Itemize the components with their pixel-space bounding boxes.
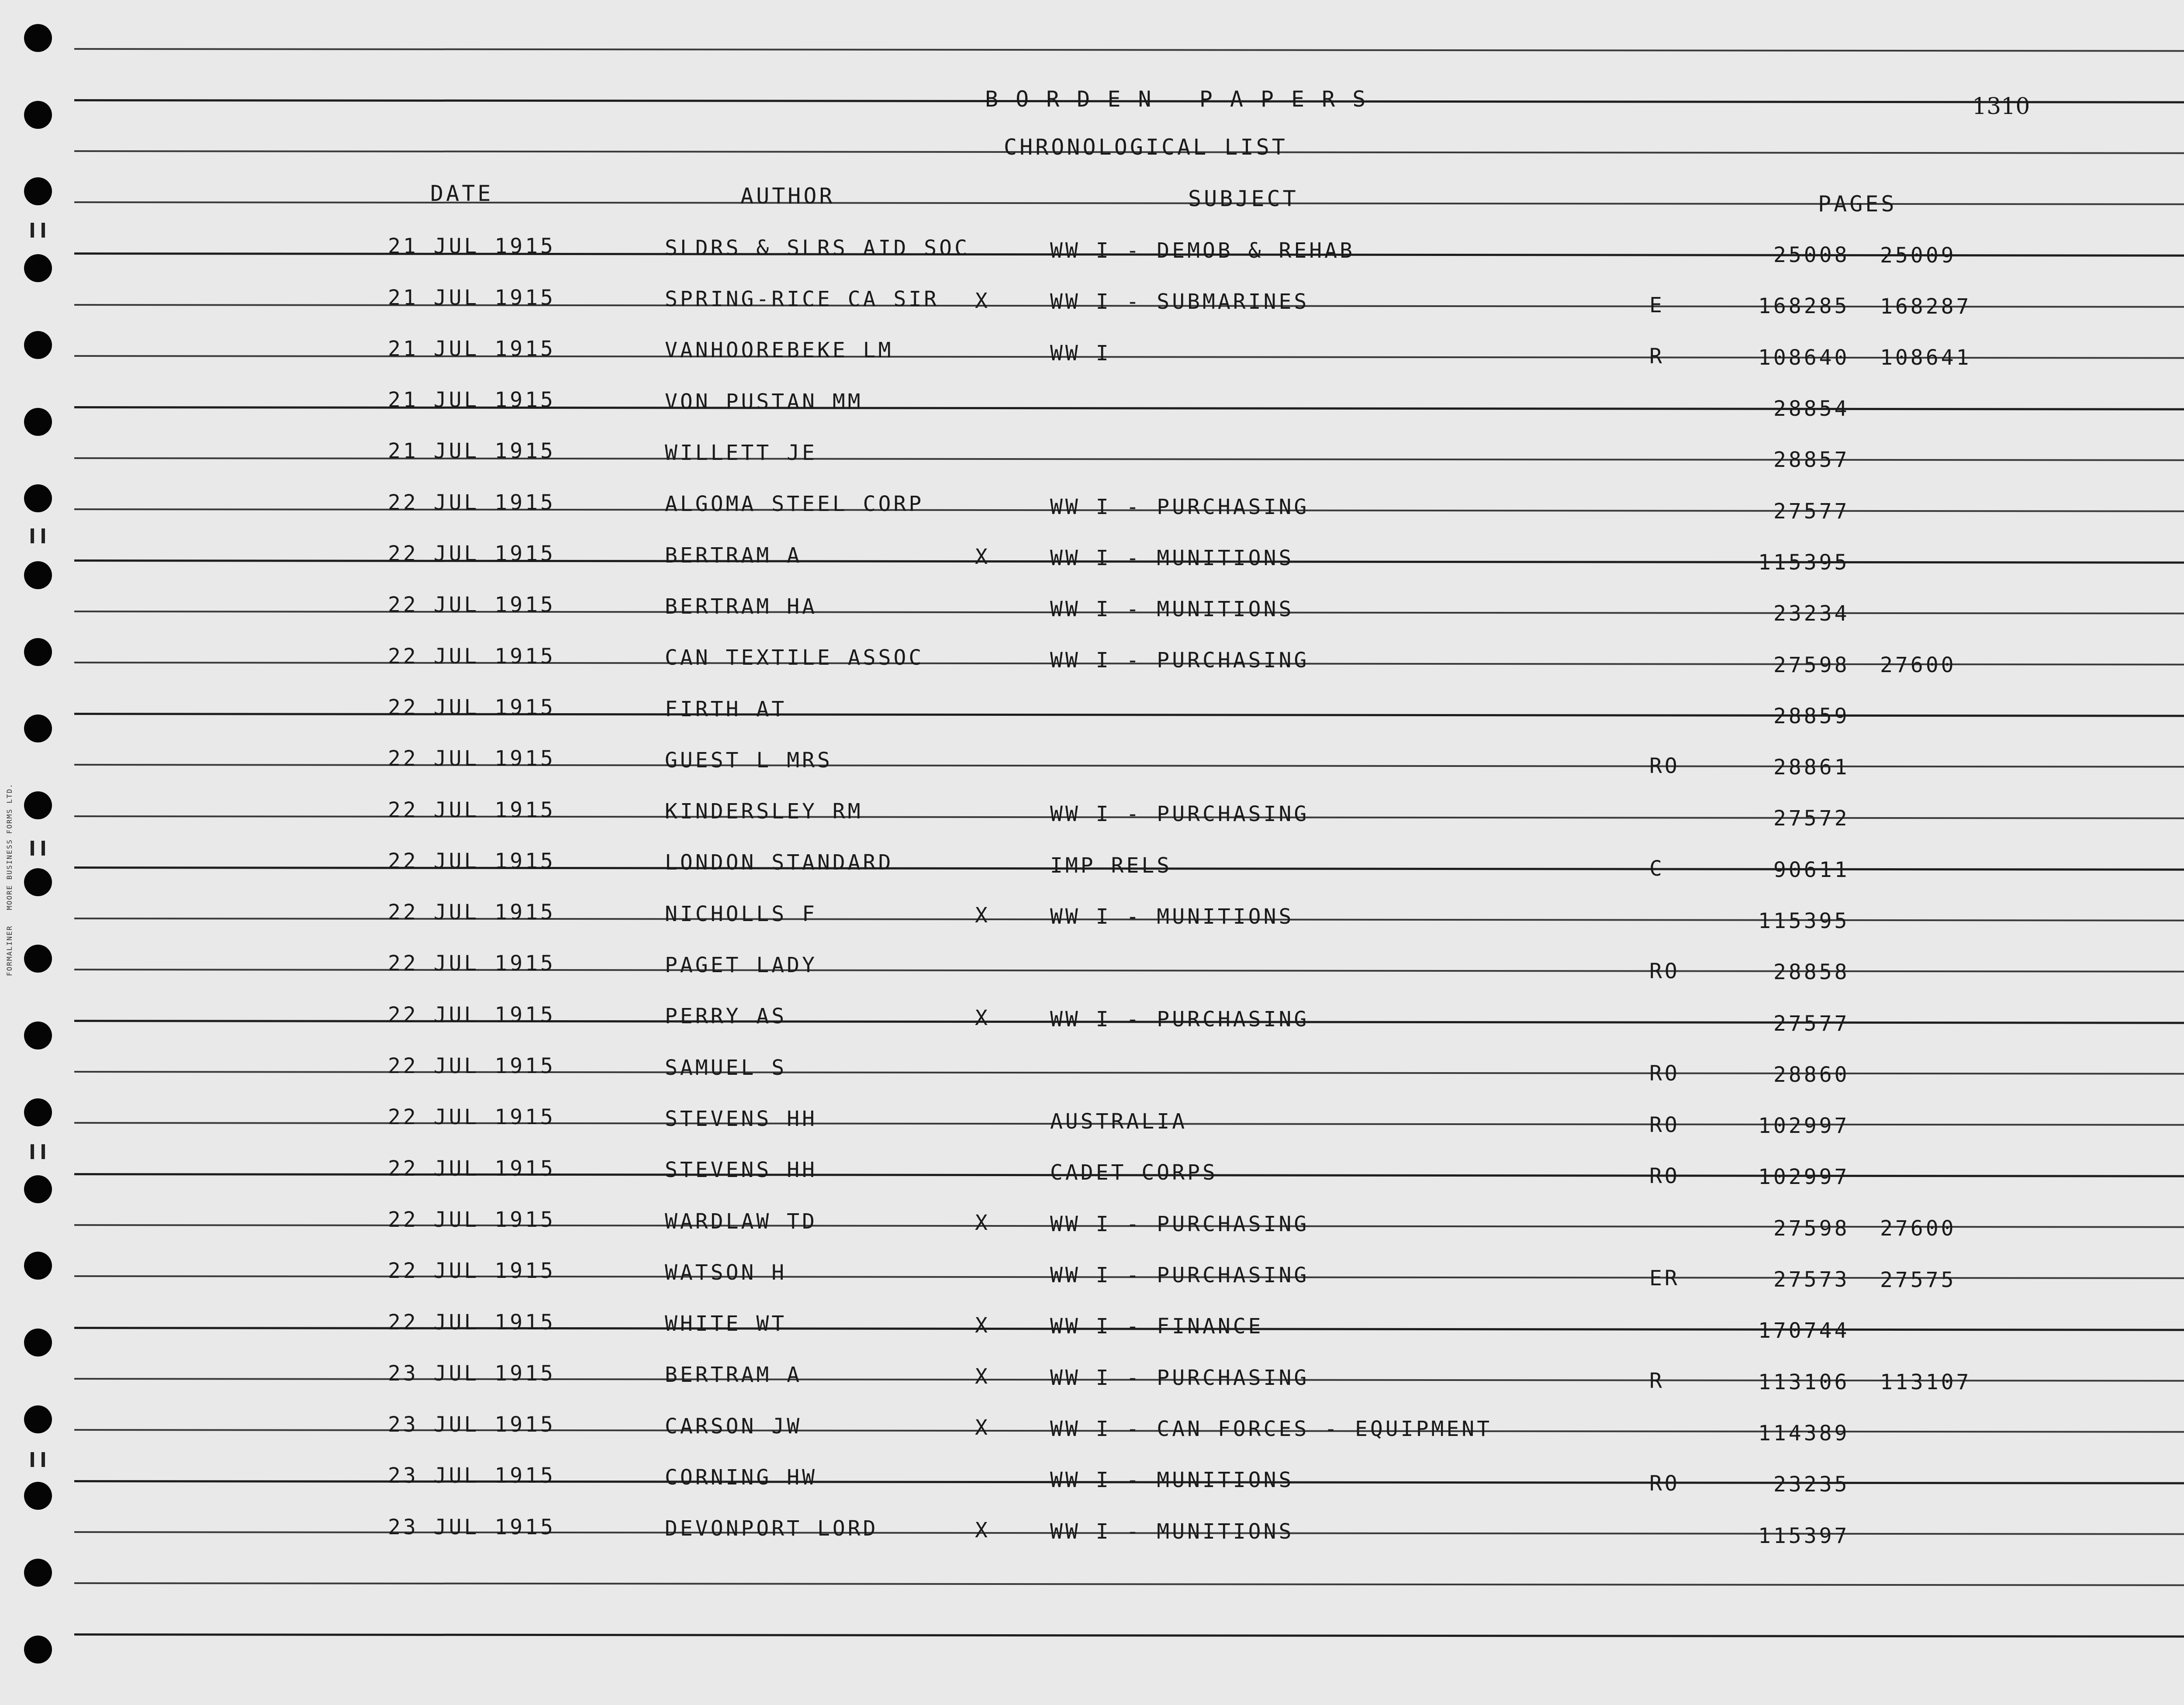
cell-code: RO: [1649, 754, 1680, 779]
cell-author: BERTRAM A: [665, 1363, 802, 1387]
cell-page-start: 113106: [1758, 1370, 1850, 1394]
cell-author: WHITE WT: [665, 1312, 787, 1336]
cell-author: DEVONPORT LORD: [665, 1516, 878, 1541]
cell-page-end: 25009: [1880, 243, 1956, 268]
cell-page-start: 114389: [1758, 1421, 1850, 1446]
cell-x-mark: X: [975, 903, 990, 928]
feed-hole-icon: [24, 1329, 52, 1356]
cell-page-start: 27598: [1773, 1216, 1850, 1241]
cell-page-start: 27572: [1773, 806, 1850, 831]
perforation-mark-icon: [31, 1452, 34, 1467]
cell-subject: WW I - MUNITIONS: [1050, 1468, 1294, 1493]
cell-page-end: 113107: [1880, 1370, 1972, 1395]
perforation-mark-icon: [31, 528, 34, 543]
cell-page-start: 23234: [1773, 601, 1850, 626]
cell-page-start: 90611: [1773, 857, 1850, 882]
cell-subject: AUSTRALIA: [1050, 1109, 1188, 1134]
cell-date: 22 JUL 1915: [388, 1156, 556, 1181]
cell-subject: WW I - MUNITIONS: [1050, 1519, 1294, 1544]
cell-author: CORNING HW: [665, 1465, 817, 1490]
perforation-mark-icon: [41, 841, 45, 856]
page-number: 1310: [1972, 93, 2030, 120]
perforation-mark-icon: [31, 1144, 34, 1159]
cell-author: SAMUEL S: [665, 1055, 787, 1080]
cell-code: ER: [1649, 1266, 1680, 1291]
cell-page-end: 27600: [1880, 1216, 1956, 1241]
cell-x-mark: X: [975, 1313, 990, 1338]
cell-subject: WW I - PURCHASING: [1050, 648, 1310, 673]
cell-date: 23 JUL 1915: [388, 1361, 556, 1386]
ruled-line: [74, 48, 2184, 52]
feed-hole-icon: [24, 1098, 52, 1126]
cell-date: 21 JUL 1915: [388, 285, 556, 310]
cell-date: 23 JUL 1915: [388, 1463, 556, 1488]
cell-author: WILLETT JE: [665, 441, 817, 465]
perforation-mark-icon: [41, 1452, 45, 1467]
cell-page-end: 168287: [1880, 294, 1972, 319]
cell-x-mark: X: [975, 1518, 990, 1543]
cell-page-start: 23235: [1773, 1472, 1850, 1497]
cell-author: STEVENS HH: [665, 1106, 817, 1131]
cell-author: BERTRAM HA: [665, 594, 817, 619]
cell-author: LONDON STANDARD: [665, 850, 894, 875]
feed-hole-icon: [24, 254, 52, 282]
cell-date: 22 JUL 1915: [388, 644, 556, 669]
cell-date: 21 JUL 1915: [388, 234, 556, 259]
cell-subject: WW I - PURCHASING: [1050, 494, 1310, 519]
cell-subject: WW I - MUNITIONS: [1050, 597, 1294, 622]
cell-page-start: 115397: [1758, 1523, 1850, 1548]
cell-page-start: 28854: [1773, 397, 1850, 421]
cell-page-start: 25008: [1773, 243, 1850, 268]
cell-page-start: 115395: [1758, 550, 1850, 575]
cell-subject: WW I: [1050, 341, 1111, 366]
cell-author: CAN TEXTILE ASSOC: [665, 645, 924, 670]
feed-hole-icon: [24, 945, 52, 973]
cell-page-start: 27577: [1773, 1011, 1850, 1036]
cell-page-start: 28858: [1773, 960, 1850, 985]
cell-subject: IMP RELS: [1050, 853, 1172, 878]
cell-code: R: [1649, 1369, 1665, 1394]
cell-subject: WW I - DEMOB & REHAB: [1050, 238, 1355, 263]
cell-date: 23 JUL 1915: [388, 1515, 556, 1539]
feed-hole-icon: [24, 1022, 52, 1049]
cell-page-start: 168285: [1758, 294, 1850, 319]
perforation-mark-icon: [31, 841, 34, 856]
cell-date: 22 JUL 1915: [388, 1259, 556, 1284]
cell-subject: CADET CORPS: [1050, 1160, 1218, 1185]
cell-code: R: [1649, 344, 1665, 369]
cell-author: BERTRAM A: [665, 543, 802, 568]
cell-date: 22 JUL 1915: [388, 951, 556, 976]
feed-hole-icon: [24, 24, 52, 52]
cell-page-start: 102997: [1758, 1114, 1850, 1139]
cell-page-start: 28860: [1773, 1062, 1850, 1087]
cell-author: STEVENS HH: [665, 1158, 817, 1183]
cell-subject: WW I - PURCHASING: [1050, 1211, 1310, 1236]
cell-page-start: 102997: [1758, 1165, 1850, 1190]
feed-hole-icon: [24, 714, 52, 742]
feed-hole-icon: [24, 1559, 52, 1587]
cell-date: 21 JUL 1915: [388, 439, 556, 464]
cell-author: VANHOOREBEKE LM: [665, 338, 894, 363]
cell-date: 22 JUL 1915: [388, 900, 556, 925]
cell-date: 22 JUL 1915: [388, 1002, 556, 1027]
cell-date: 22 JUL 1915: [388, 797, 556, 822]
cell-author: WATSON H: [665, 1260, 787, 1285]
feed-hole-icon: [24, 1482, 52, 1510]
ruled-line: [74, 1633, 2184, 1638]
cell-x-mark: X: [975, 1415, 990, 1440]
cell-date: 22 JUL 1915: [388, 1207, 556, 1232]
cell-page-start: 115395: [1758, 908, 1850, 933]
feed-hole-icon: [24, 1252, 52, 1280]
feed-hole-icon: [24, 177, 52, 205]
cell-author: KINDERSLEY RM: [665, 799, 863, 824]
cell-subject: WW I - PURCHASING: [1050, 1365, 1310, 1390]
cell-author: NICHOLLS F: [665, 901, 817, 926]
cell-author: WARDLAW TD: [665, 1209, 817, 1234]
cell-code: RO: [1649, 1061, 1680, 1086]
feed-hole-icon: [24, 561, 52, 589]
cell-x-mark: X: [975, 288, 990, 313]
cell-date: 22 JUL 1915: [388, 490, 556, 515]
cell-date: 22 JUL 1915: [388, 1105, 556, 1130]
cell-subject: WW I - PURCHASING: [1050, 1263, 1310, 1287]
perforation-mark-icon: [31, 223, 34, 238]
cell-page-end: 27600: [1880, 653, 1956, 678]
cell-author: CARSON JW: [665, 1414, 802, 1439]
cell-x-mark: X: [975, 545, 990, 569]
feed-hole-icon: [24, 101, 52, 129]
cell-page-start: 28861: [1773, 755, 1850, 780]
feed-hole-icon: [24, 484, 52, 512]
cell-x-mark: X: [975, 1364, 990, 1389]
cell-page-start: 170744: [1758, 1318, 1850, 1343]
cell-page-start: 27573: [1773, 1267, 1850, 1292]
cell-date: 22 JUL 1915: [388, 746, 556, 771]
feed-hole-icon: [24, 408, 52, 436]
cell-date: 22 JUL 1915: [388, 849, 556, 873]
cell-subject: WW I - SUBMARINES: [1050, 290, 1310, 314]
cell-code: RO: [1649, 959, 1680, 984]
feed-hole-icon: [24, 331, 52, 359]
feed-hole-icon: [24, 868, 52, 896]
cell-code: C: [1649, 856, 1665, 881]
cell-page-start: 27577: [1773, 499, 1850, 524]
cell-code: E: [1649, 293, 1665, 318]
feed-hole-icon: [24, 1405, 52, 1433]
cell-subject: WW I - MUNITIONS: [1050, 545, 1294, 570]
cell-date: 22 JUL 1915: [388, 542, 556, 566]
cell-date: 21 JUL 1915: [388, 388, 556, 413]
cell-subject: WW I - FINANCE: [1050, 1314, 1264, 1339]
cell-subject: WW I - PURCHASING: [1050, 802, 1310, 827]
cell-date: 23 JUL 1915: [388, 1412, 556, 1437]
column-header-pages: PAGES: [1818, 191, 1897, 217]
cell-x-mark: X: [975, 1006, 990, 1031]
feed-hole-icon: [24, 791, 52, 819]
cell-page-start: 108640: [1758, 345, 1850, 370]
cell-author: FIRTH AT: [665, 697, 787, 721]
feed-hole-icon: [24, 1636, 52, 1664]
cell-date: 22 JUL 1915: [388, 1054, 556, 1079]
cell-x-mark: X: [975, 1211, 990, 1236]
feed-hole-icon: [24, 1175, 52, 1203]
perforation-mark-icon: [41, 528, 45, 543]
cell-author: VON PUSTAN MM: [665, 389, 863, 414]
cell-code: RO: [1649, 1112, 1680, 1137]
cell-subject: WW I - CAN FORCES - EQUIPMENT: [1050, 1416, 1493, 1441]
cell-author: ALGOMA STEEL CORP: [665, 492, 924, 517]
cell-page-end: 27575: [1880, 1267, 1956, 1292]
document-subtitle: CHRONOLOGICAL LIST: [1004, 135, 1288, 160]
cell-code: RO: [1649, 1471, 1680, 1496]
cell-page-start: 27598: [1773, 652, 1850, 677]
cell-code: RO: [1649, 1163, 1680, 1188]
cell-author: SPRING-RICE CA SIR: [665, 287, 940, 312]
feed-hole-icon: [24, 638, 52, 666]
column-header-date: DATE: [430, 181, 494, 206]
ruled-line: [74, 1582, 2184, 1586]
cell-page-end: 108641: [1880, 345, 1972, 370]
perforation-mark-icon: [41, 223, 45, 238]
cell-subject: WW I - PURCHASING: [1050, 1007, 1310, 1032]
margin-imprint: FORMALINER MOORE BUSINESS FORMS LTD.: [5, 783, 14, 976]
cell-author: PERRY AS: [665, 1004, 787, 1029]
cell-date: 22 JUL 1915: [388, 1310, 556, 1335]
perforation-mark-icon: [41, 1144, 45, 1159]
cell-date: 22 JUL 1915: [388, 695, 556, 720]
column-header-author: AUTHOR: [740, 183, 835, 209]
cell-author: PAGET LADY: [665, 953, 817, 977]
cell-author: GUEST L MRS: [665, 748, 833, 773]
cell-date: 21 JUL 1915: [388, 336, 556, 361]
cell-date: 22 JUL 1915: [388, 593, 556, 618]
cell-author: SLDRS & SLRS AID SOC: [665, 235, 970, 260]
cell-page-start: 28859: [1773, 704, 1850, 728]
cell-page-start: 28857: [1773, 448, 1850, 473]
cell-subject: WW I - MUNITIONS: [1050, 904, 1294, 929]
document-title: BORDEN PAPERS: [985, 86, 1383, 112]
column-header-subject: SUBJECT: [1188, 186, 1299, 211]
